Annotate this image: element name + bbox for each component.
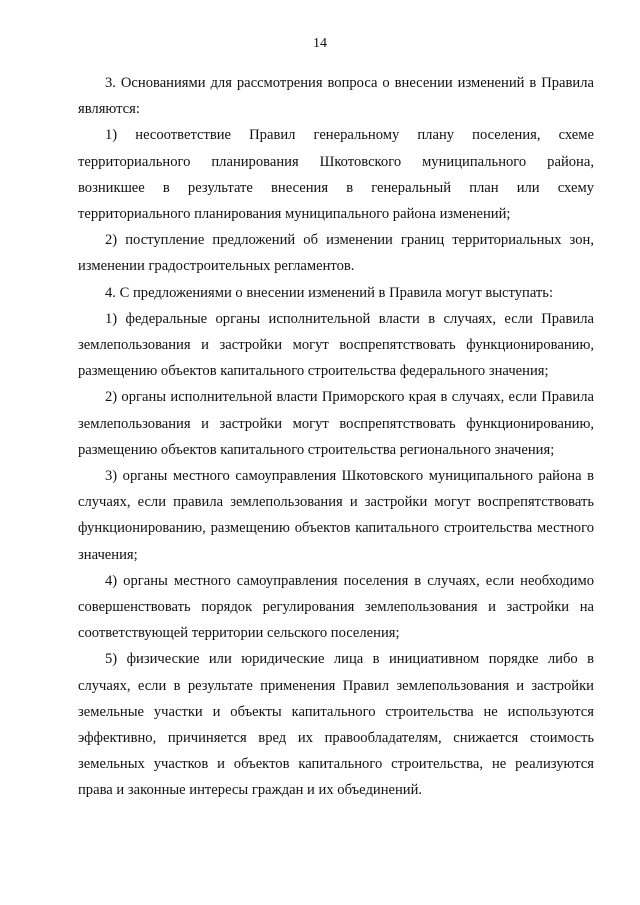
paragraph-3-item-1: 1) несоответствие Правил генеральному плану поселения, схеме территориального планирования Шкотовского муниципального района, возникшее в результате внесения в генеральный план или схему территориального планирования муниципального района изменений; [78, 127, 594, 223]
page-number: 14 [313, 36, 327, 51]
paragraph-3-item-2: 2) поступление предложений об изменении границ территориальных зон, изменении градостроительных регламентов. [78, 232, 594, 275]
paragraph-4-item-2: 2) органы исполнительной власти Приморского края в случаях, если Правила землепользования и застройки могут воспрепятствовать функционированию, размещению объектов капитального строительства регионального значения; [78, 389, 594, 458]
paragraph-4-item-1: 1) федеральные органы исполнительной власти в случаях, если Правила землепользования и застройки могут воспрепятствовать функционированию, размещению объектов капитального строительства федерального значения; [78, 310, 594, 380]
document-body [78, 70, 594, 804]
paragraph-4-item-5: 5) физические или юридические лица в инициативном порядке либо в случаях, если в результате применения Правил землепользования и застройки земельные участки и объекты капитального строительства не используются эффективно, причиняется вред их правообладателям, снижается стоимость земельных участков и объектов капитального строительства, не реализуются права и законные интересы граждан и их объединений. [78, 651, 594, 799]
paragraph-3-grounds: 3. Основаниями для рассмотрения вопроса о внесении изменений в Правила являются: [78, 75, 594, 118]
paragraph-4-item-3: 3) органы местного самоуправления Шкотовского муниципального района в случаях, если правила землепользования и застройки могут воспрепятствовать функционированию, размещению объектов капитального строительства местного значения; [78, 468, 594, 563]
paragraph-4-item-4: 4) органы местного самоуправления поселения в случаях, если необходимо совершенствовать порядок регулирования землепользования и застройки на соответствующей территории сельского поселения; [78, 572, 594, 642]
paragraph-4-proposers: 4. С предложениями о внесении изменений в Правила могут выступать: [105, 284, 554, 301]
